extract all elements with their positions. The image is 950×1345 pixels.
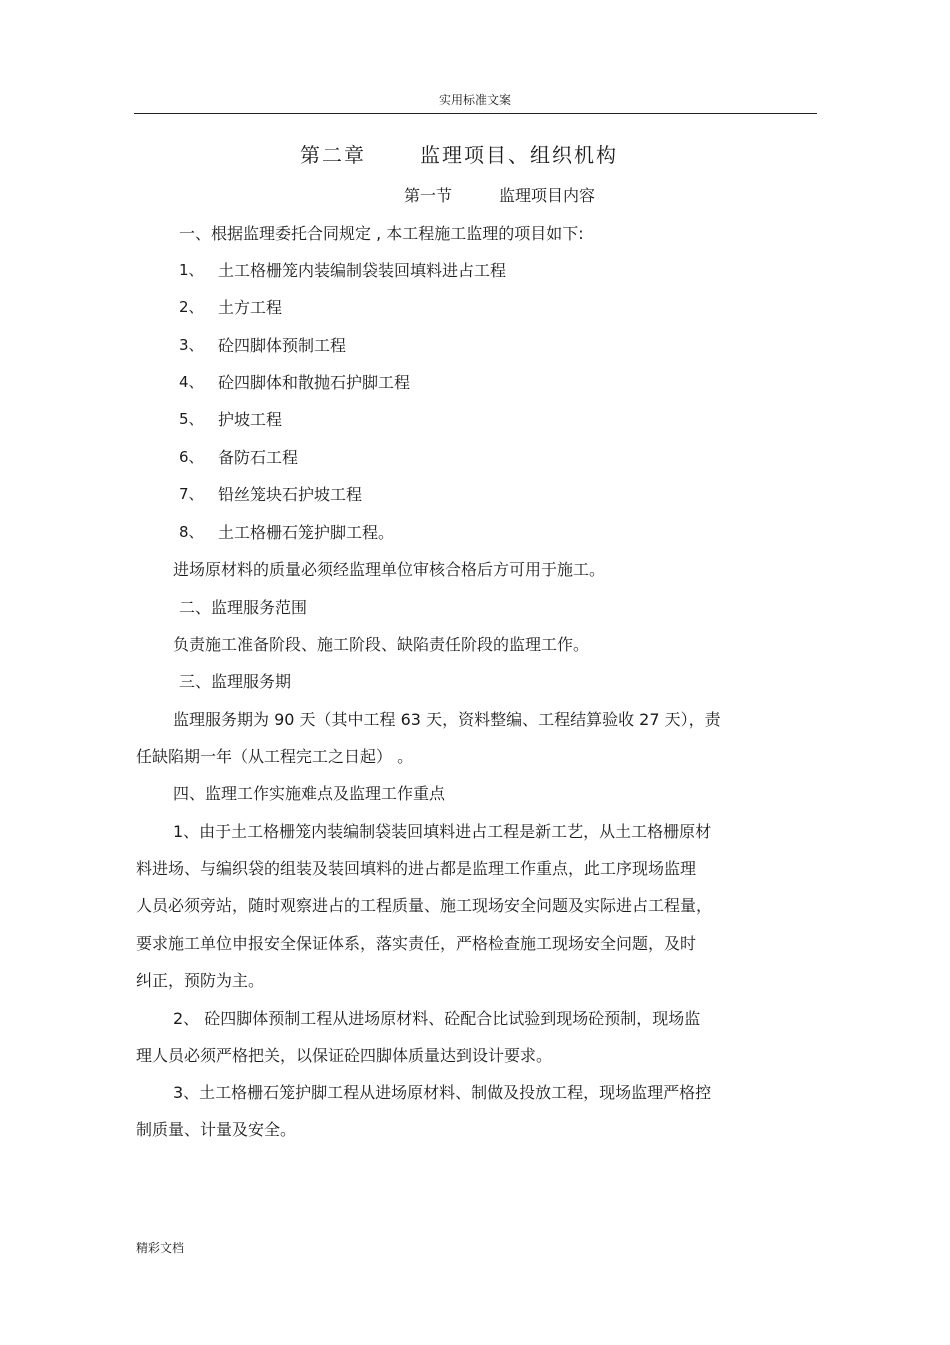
- list-item-number: 3、: [179, 336, 204, 354]
- list-item-number: 2、: [179, 298, 204, 316]
- difficulty-paragraph-line: 1、由于土工格栅笼内装编制袋装回填料进占工程是新工艺，从土工格栅原材: [173, 822, 712, 841]
- scope-paragraph: 负责施工准备阶段、施工阶段、缺陷责任阶段的监理工作。: [173, 635, 590, 654]
- period-heading: 三、监理服务期: [179, 672, 292, 691]
- difficulty-paragraph-line: 要求施工单位申报安全保证体系，落实责任，严格检查施工现场安全问题，及时: [136, 934, 697, 953]
- difficulty-paragraph-line: 制质量、计量及安全。: [136, 1120, 297, 1139]
- list-item: 备防石工程: [218, 448, 299, 467]
- difficulty-paragraph-line: 纠正，预防为主。: [136, 971, 265, 990]
- section-title: 监理项目内容: [499, 186, 596, 205]
- difficulty-paragraph-line: 3、土工格栅石笼护脚工程从进场原材料、制做及投放工程，现场监理严格控: [173, 1083, 712, 1102]
- intro-paragraph: 一、根据监理委托合同规定 , 本工程施工监理的项目如下:: [179, 224, 584, 243]
- list-item-number: 8、: [179, 523, 204, 541]
- chapter-title: 监理项目、组织机构: [420, 143, 618, 167]
- list-item-number: 7、: [179, 485, 204, 503]
- chapter-number: 第二章: [300, 143, 366, 167]
- page-footer: 精彩文档: [136, 1241, 185, 1255]
- period-line: 任缺陷期一年（从工程完工之日起） 。: [136, 747, 414, 766]
- list-item-number: 4、: [179, 373, 204, 391]
- list-item: 土工格栅石笼护脚工程。: [218, 523, 395, 542]
- difficulty-paragraph-line: 人员必须旁站，随时观察进占的工程质量、施工现场安全问题及实际进占工程量，: [136, 896, 713, 915]
- scope-heading: 二、监理服务范围: [179, 598, 308, 617]
- list-item: 铅丝笼块石护坡工程: [218, 485, 363, 504]
- header-divider: [134, 113, 817, 114]
- difficulty-paragraph-line: 料进场、与编织袋的组装及装回填料的进占都是监理工作重点，此工序现场监理: [136, 859, 697, 878]
- list-item: 砼四脚体和散抛石护脚工程: [218, 373, 411, 392]
- list-item: 土方工程: [218, 298, 283, 317]
- page-header: 实用标准文案: [438, 93, 511, 107]
- list-item-number: 1、: [179, 261, 204, 279]
- list-item: 土工格栅笼内装编制袋装回填料进占工程: [218, 261, 507, 280]
- difficulty-paragraph-line: 2、 砼四脚体预制工程从进场原材料、砼配合比试验到现场砼预制，现场监: [173, 1009, 701, 1028]
- list-item: 护坡工程: [218, 410, 283, 429]
- list-item-number: 5、: [179, 410, 204, 428]
- difficulty-heading: 四、监理工作实施难点及监理工作重点: [173, 784, 446, 803]
- list-item-number: 6、: [179, 448, 204, 466]
- difficulty-paragraph-line: 理人员必须严格把关，以保证砼四脚体质量达到设计要求。: [136, 1046, 553, 1065]
- materials-note: 进场原材料的质量必须经监理单位审核合格后方可用于施工。: [173, 560, 606, 579]
- list-item: 砼四脚体预制工程: [218, 336, 347, 355]
- section-number: 第一节: [404, 186, 453, 205]
- period-line: 监理服务期为 90 天（其中工程 63 天，资料整编、工程结算验收 27 天），责: [173, 710, 721, 729]
